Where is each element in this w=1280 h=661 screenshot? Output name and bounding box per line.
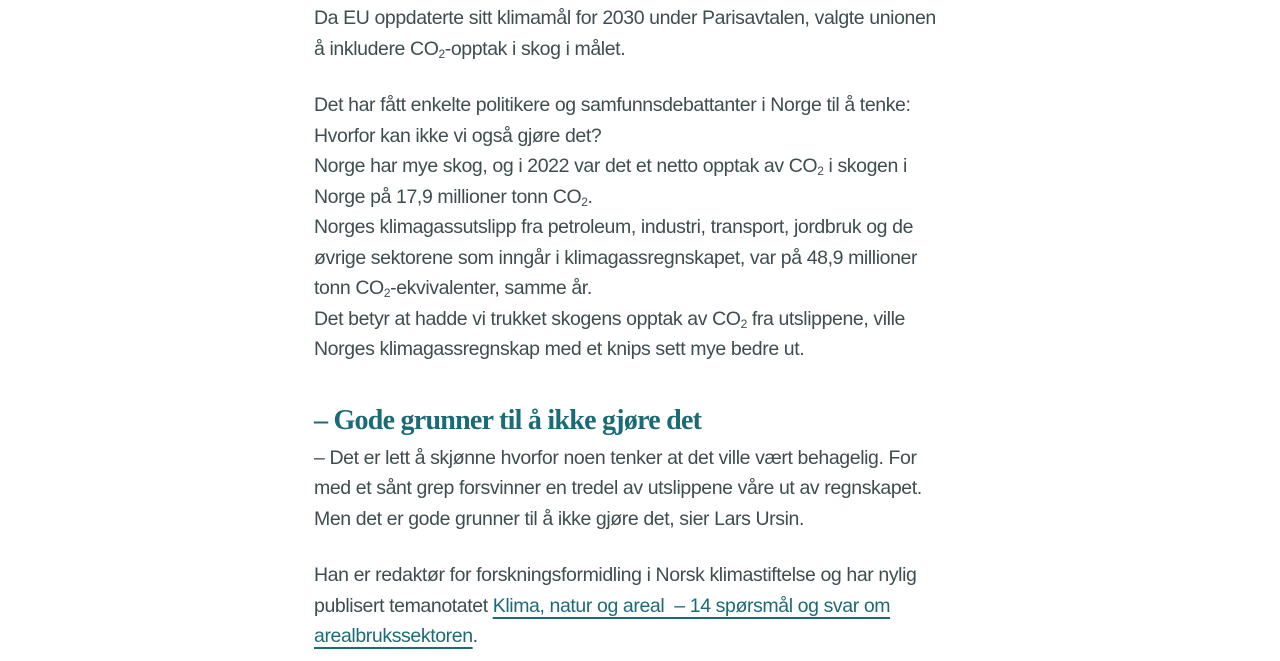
text-run: Da EU oppdaterte sitt klimamål for 2030 under Parisavtalen, valgte unionen	[314, 7, 936, 29]
text-run: .	[587, 185, 593, 208]
text-run: -opptak i skog i målet.	[444, 37, 626, 60]
text-run: tonn CO	[314, 277, 384, 299]
text-run: – Det er lett å skjønne hvorfor noen tenker at det ville vært behagelig. For	[314, 446, 917, 469]
text-run: publisert temanotatet	[314, 594, 493, 617]
text-run: Han er redaktør for forskningsformidling i Norsk klimastiftelse og har nylig	[314, 564, 917, 586]
co2-subscript: 2	[817, 164, 824, 178]
paragraph-ursin-bio	[314, 560, 974, 652]
text-run: Norge på 17,9 millioner tonn CO	[314, 185, 582, 208]
text-run: med et sånt grep forsvinner en tredel av utslippene våre ut av regnskapet.	[314, 477, 922, 499]
co2-subscript: 2	[581, 194, 588, 209]
co2-subscript: 2	[740, 316, 747, 331]
paragraph-ursin-quote	[314, 443, 974, 535]
text-run: i skogen i	[823, 155, 907, 177]
text-run: Det har fått enkelte politikere og samfunnsdebattanter i Norge til å tenke:	[314, 94, 911, 116]
text-run: Hvorfor kan ikke vi også gjøre det?	[314, 124, 602, 147]
paragraph-eu-climate-goal	[314, 3, 974, 64]
report-link[interactable]: arealbrukssektoren	[314, 625, 473, 647]
text-run: -ekvivalenter, samme år.	[390, 277, 592, 299]
paragraph-norway-forest-numbers	[314, 90, 974, 365]
text-run: Men det er gode grunner til å ikke gjøre det, sier Lars Ursin.	[314, 507, 805, 530]
section-heading: – Gode grunner til å ikke gjøre det	[314, 404, 702, 436]
report-link[interactable]: Klima, natur og areal – 14 spørsmål og svar om	[492, 594, 891, 617]
text-run: øvrige sektorene som inngår i klimagassregnskapet, var på 48,9 millioner	[314, 246, 918, 269]
co2-subscript: 2	[383, 286, 391, 300]
text-run: å inkludere CO	[314, 37, 439, 60]
co2-subscript: 2	[438, 46, 445, 61]
article-body	[314, 3, 974, 661]
text-run: Norges klimagassutslipp fra petroleum, industri, transport, jordbruk og de	[314, 216, 914, 238]
text-run: .	[472, 625, 478, 647]
text-run: Norges klimagassregnskap med et knips sett mye bedre ut.	[314, 338, 805, 360]
text-run: Det betyr at hadde vi trukket skogens opptak av CO	[314, 307, 741, 330]
text-run: Norge har mye skog, og i 2022 var det et netto opptak av CO	[314, 155, 818, 177]
text-run: fra utslippene, ville	[746, 307, 905, 330]
